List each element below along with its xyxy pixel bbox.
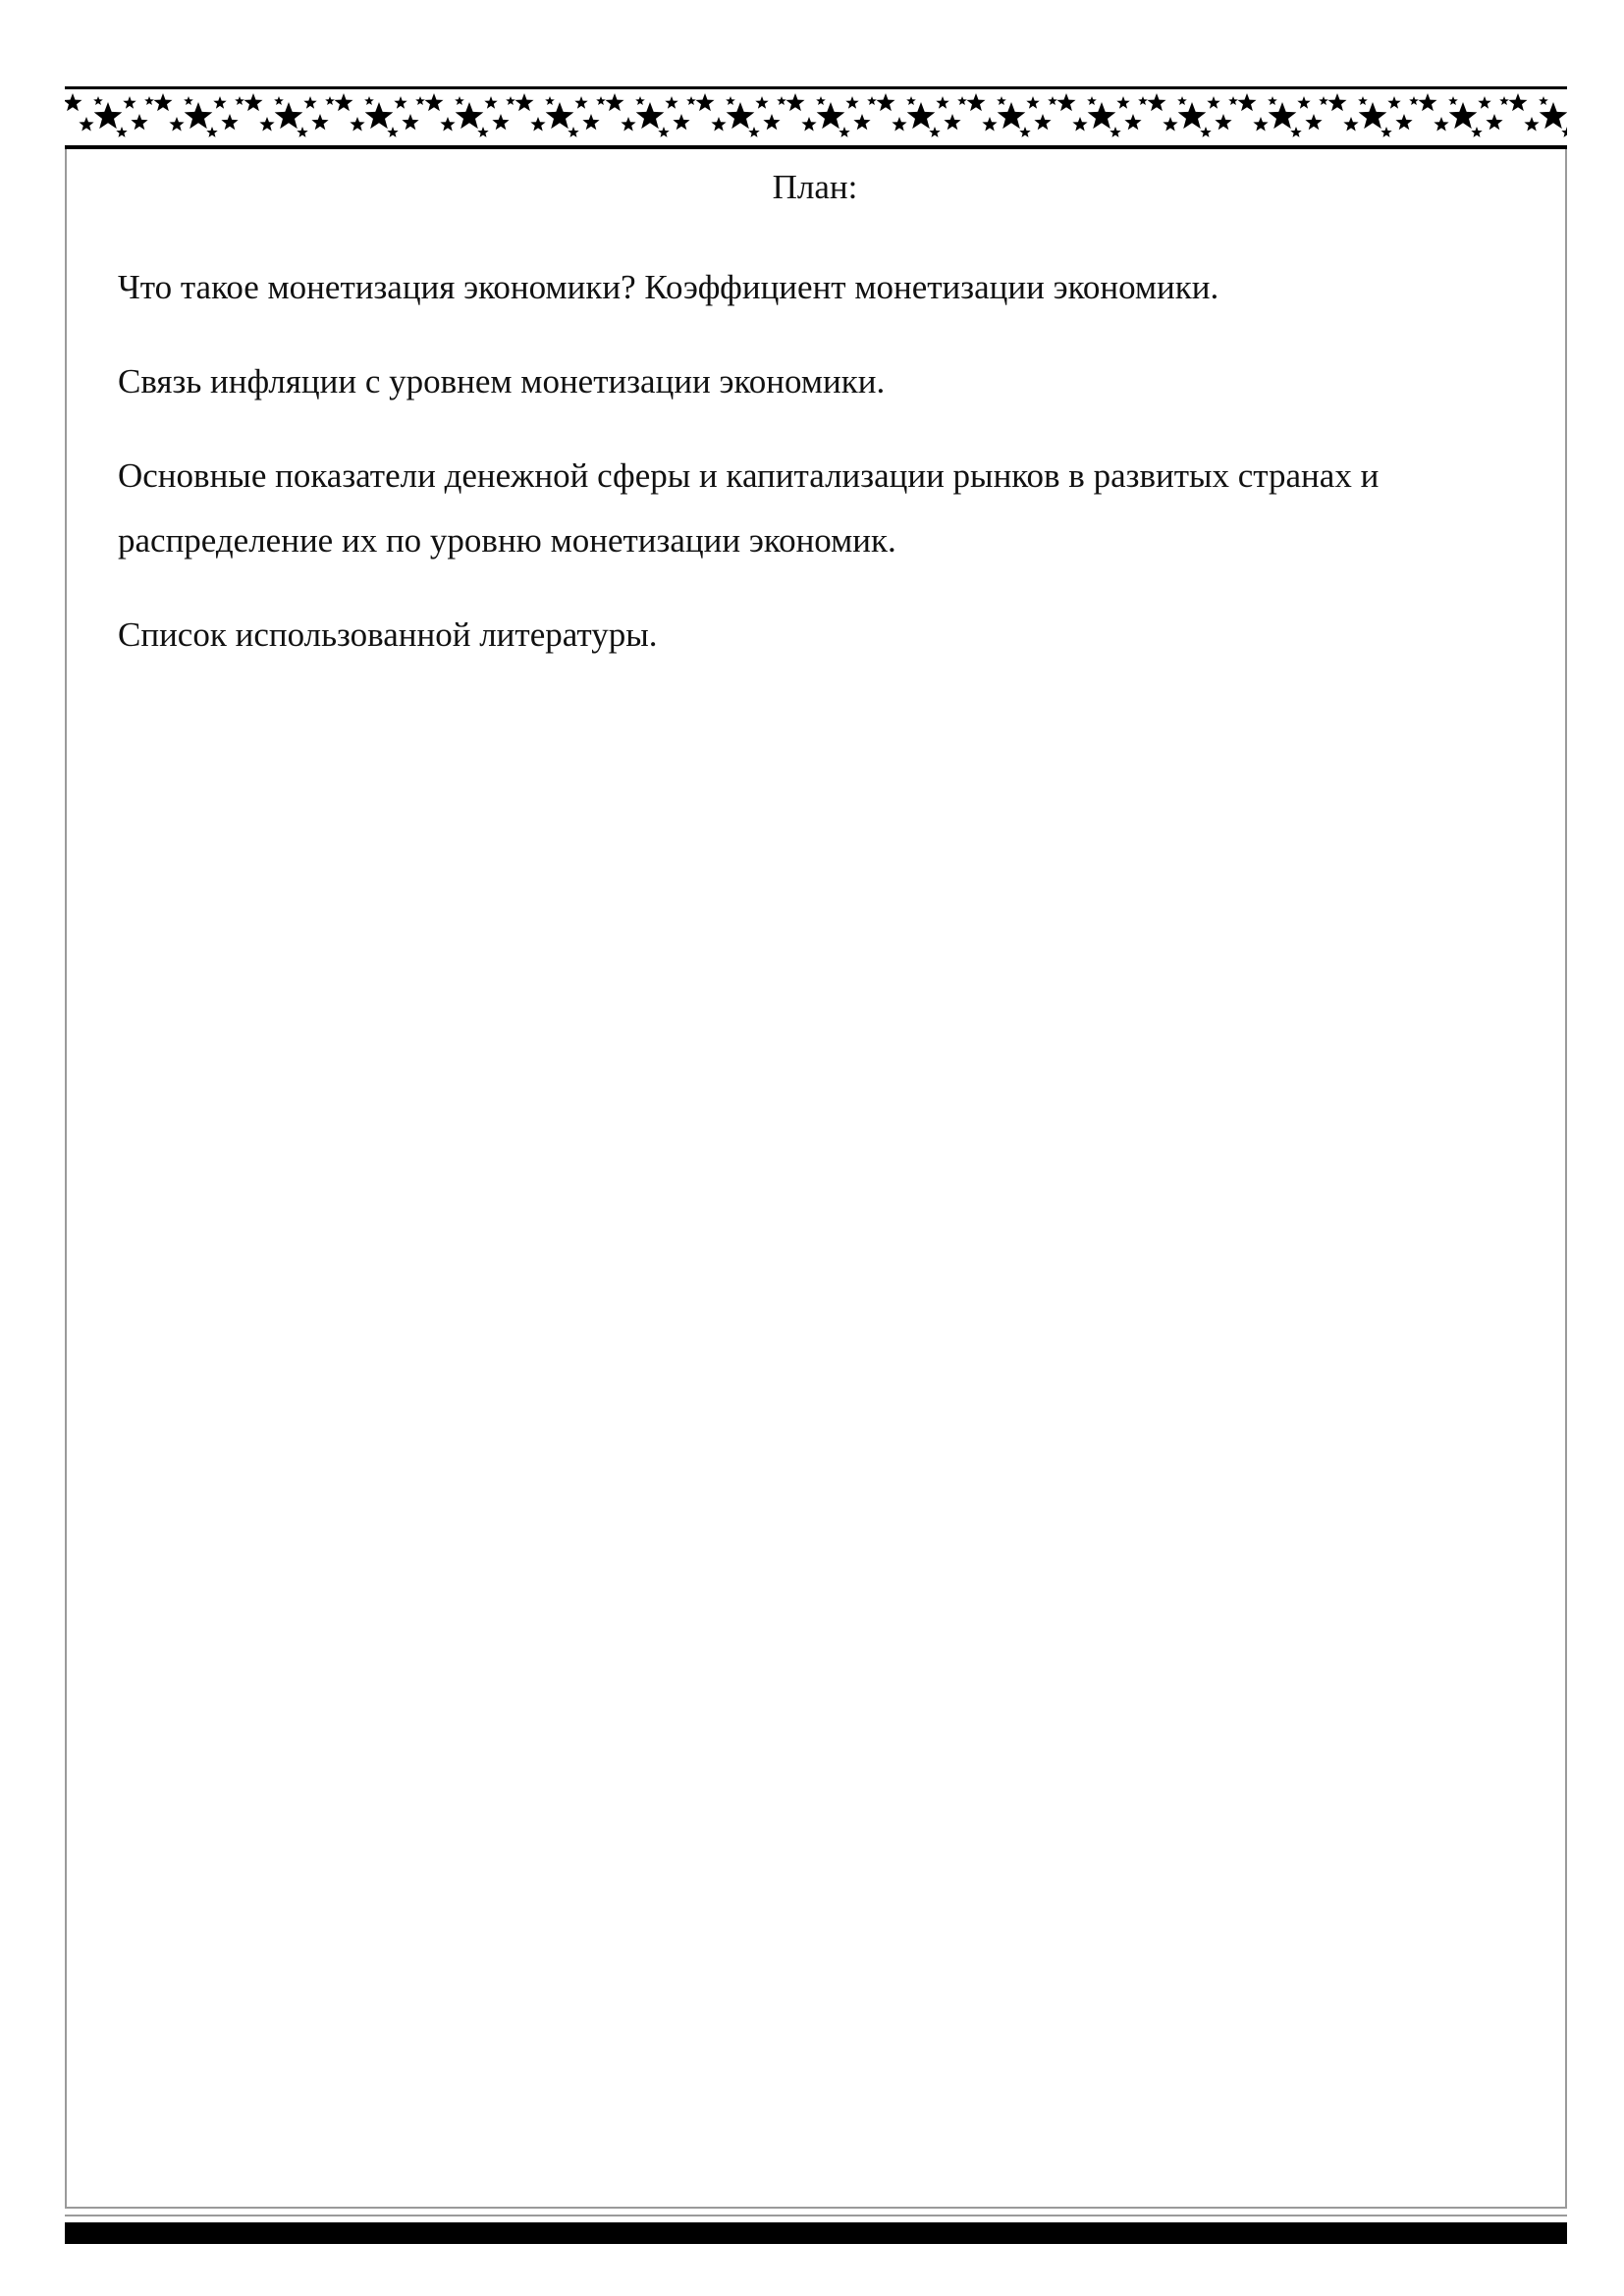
bottom-border-line-2 [65, 2215, 1567, 2216]
document-body [118, 167, 1512, 697]
page-title: План: [772, 168, 858, 206]
plan-item-2: Связь инфляции с уровнем монетизации экономики. [118, 362, 886, 400]
bottom-border-line-1 [65, 2207, 1567, 2209]
plan-item-4: Список использованной литературы. [118, 615, 658, 654]
plan-item-3: Основные показатели денежной сферы и капитализации рынков в развитых странах и распределение их по уровню монетизации экономик. [118, 456, 1380, 560]
plan-item-1: Что такое монетизация экономики? Коэффициент монетизации экономики. [118, 268, 1219, 306]
star-pattern-icon [65, 89, 1567, 145]
bottom-border-bar [65, 2222, 1567, 2244]
star-border-top [65, 86, 1567, 149]
bottom-border [65, 2207, 1567, 2244]
